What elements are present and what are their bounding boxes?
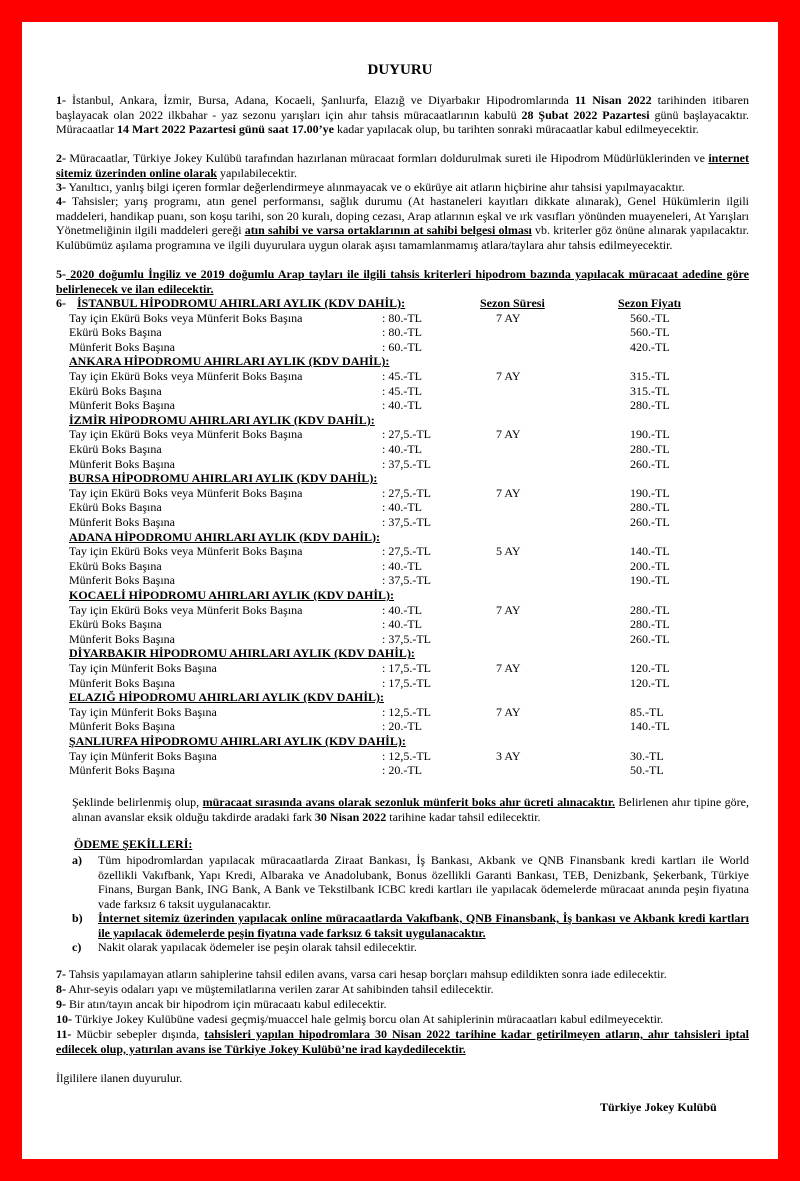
page-title: DUYURU (367, 62, 433, 78)
tariff-season-length: 7 AY (496, 369, 521, 383)
item-number: 7- (56, 967, 66, 981)
item-4 (56, 194, 749, 252)
collection-date: 30 Nisan 2022 (314, 809, 387, 824)
payment-letter-a: a) (72, 853, 82, 867)
tariff-season-price: 280.-TL (630, 398, 670, 413)
item-number: 9- (56, 997, 66, 1011)
tariff-season-price: 30.-TL (630, 748, 664, 763)
tariff-season-price: 140.-TL (630, 544, 670, 559)
tariff-monthly-fee: : 20.-TL (382, 763, 422, 778)
tariff-season-length: 5 AY (496, 544, 521, 559)
text: tarihinden itibaren başlayacak olan 2022 ilkbahar - yaz sezonu yarışları için ahır tahsis müracaatlarının kabulü (56, 93, 749, 122)
tariff-season-price: 280.-TL (630, 500, 670, 515)
tariff-season-price: 85.-TL (630, 704, 664, 719)
tariff-monthly-fee: : 45.-TL (382, 383, 422, 398)
tariff-monthly-fee: : 27,5.-TL (382, 485, 431, 500)
tariff-season-length: 7 AY (496, 485, 521, 500)
item-number: 4- (56, 194, 66, 208)
text: kadar yapılacak olup, bu tarihten sonraki müracaatlar kabul edilmeyecektir. (333, 122, 699, 137)
tariff-season-price: 190.-TL (630, 427, 670, 442)
tariff-row-label: Tay için Ekürü Boks veya Münferit Boks Başına (69, 427, 303, 442)
start-date: 11 Nisan 2022 (574, 93, 652, 107)
advance-note-bold: müracaat sırasında avans olarak sezonluk münferit boks ahır ücreti alınacaktır. (202, 795, 615, 809)
tariff-row-label: Tay için Münferit Boks Başına (69, 704, 217, 719)
item-10 (56, 1012, 749, 1027)
section-heading: BURSA HİPODROMU AHIRLARI AYLIK (KDV DAHİL): (69, 471, 378, 486)
section-heading: DİYARBAKIR HİPODROMU AHIRLARI AYLIK (KDV DAHİL): (69, 646, 415, 661)
item-9 (56, 997, 749, 1012)
tariff-season-length: 7 AY (496, 661, 521, 675)
tariff-row-label: Tay için Ekürü Boks veya Münferit Boks Başına (69, 310, 303, 325)
tariff-row-label: Ekürü Boks Başına (69, 383, 162, 398)
tariff-season-price: 120.-TL (630, 661, 670, 675)
tariff-row-label: Münferit Boks Başına (69, 398, 175, 413)
application-deadline: 14 Mart 2022 Pazartesi günü saat 17.00’ye (116, 122, 334, 137)
tariff-row-label: Münferit Boks Başına (69, 573, 175, 588)
tariff-season-length: 7 AY (496, 310, 521, 325)
owner-certificate-note: atın sahibi ve varsa ortaklarının at sahibi belgesi olması (244, 223, 532, 238)
tariff-monthly-fee: : 37,5.-TL (382, 573, 431, 588)
tariff-row-label: Münferit Boks Başına (69, 719, 175, 734)
item-number: 10- (56, 1012, 72, 1026)
tariff-row-label: Münferit Boks Başına (69, 515, 175, 529)
tariff-season-price: 190.-TL (630, 573, 670, 588)
tariff-season-price: 560.-TL (630, 310, 670, 325)
tariff-row-label: Ekürü Boks Başına (69, 325, 162, 340)
tariff-monthly-fee: : 40.-TL (382, 558, 422, 573)
item-5 (56, 267, 749, 296)
tariff-season-price: 260.-TL (630, 631, 670, 646)
tariff-monthly-fee: : 80.-TL (382, 310, 422, 325)
tariff-row-label: Ekürü Boks Başına (69, 558, 162, 573)
text: vb. kriterler göz önüne alınarak yapılacaktır. Kulübümüz aşılama programına ve ilgili duyurulara uygun olarak aşısı tamamlanmamış atlara/taylara ahır tahsis edilmeyecektir. (56, 223, 749, 252)
item-1 (56, 93, 749, 137)
text: Yanıltıcı, yanlış bilgi içeren formlar değerlendirmeye alınmayacak ve o ekürüye ait atların hiçbirine ahır tahsisi yapılmayacaktır. (66, 180, 685, 194)
text: Tahsis yapılamayan atların sahiplerine tahsil edilen avans, varsa cari hesap borçları mahsup edildikten sonra iade edilecektir. (66, 967, 667, 981)
tariff-monthly-fee: : 20.-TL (382, 719, 422, 734)
section-heading: ELAZIĞ HİPODROMU AHIRLARI AYLIK (KDV DAHİL): (69, 690, 385, 705)
tariff-row-label: Tay için Ekürü Boks veya Münferit Boks Başına (69, 369, 303, 383)
payment-option-b: İnternet sitemiz üzerinden yapılacak online müracaatlarda Vakıfbank, QNB Finansbank, İş bankası ve Akbank kredi kartları ile yapılacak ödemelerde peşin fiyatına vade farksız 6 taksit uygulanacaktır. (98, 911, 749, 940)
tariff-monthly-fee: : 40.-TL (382, 398, 422, 413)
item-number: 2- (56, 151, 66, 165)
cancellation-note: tahsisleri yapılan hipodromlara 30 Nisan 2022 tarihine kadar getirilmeyen atların, ahır tahsisleri iptal edilecek olup, yatırılan avans ise Türkiye Jokey Kulübü’ne irad kaydedilecektir. (56, 1027, 749, 1056)
payment-letter-b: b) (72, 911, 83, 925)
closing-text: İlgililere ilanen duyurulur. (56, 1071, 183, 1085)
season-price-header: Sezon Fiyatı (618, 296, 681, 310)
item-number: 5- (56, 267, 66, 281)
tariff-season-length: 3 AY (496, 748, 521, 763)
tariff-season-length: 7 AY (496, 427, 521, 442)
section-heading: ANKARA HİPODROMU AHIRLARI AYLIK (KDV DAHİL): (69, 354, 390, 369)
tariff-row-label: Tay için Münferit Boks Başına (69, 661, 217, 675)
item-2 (56, 151, 749, 180)
tariff-monthly-fee: : 37,5.-TL (382, 515, 431, 529)
text: günü başlayacaktır. Müracaatlar (56, 107, 749, 137)
tariff-season-price: 190.-TL (630, 485, 670, 500)
foal-criteria-note: 2020 doğumlu İngiliz ve 2019 doğumlu Arap tayları ile ilgili tahsis kriterleri hipodrom bazında yapılacak müracaat adedine göre belirlenecek ve ilan edilecektir. (56, 267, 749, 296)
tariff-monthly-fee: : 45.-TL (382, 369, 422, 383)
tariff-season-price: 280.-TL (630, 617, 670, 632)
tariff-row-label: Tay için Ekürü Boks veya Münferit Boks Başına (69, 602, 303, 617)
tariff-season-price: 560.-TL (630, 325, 670, 340)
tariff-season-price: 280.-TL (630, 442, 670, 456)
tariff-row-label: Münferit Boks Başına (69, 631, 175, 646)
text: Şeklinde belirlenmiş olup, (72, 795, 203, 809)
tariff-season-price: 140.-TL (630, 719, 670, 734)
tariff-season-price: 420.-TL (630, 339, 670, 354)
section-heading: İSTANBUL HİPODROMU AHIRLARI AYLIK (KDV DAHİL): (77, 296, 406, 310)
tariff-monthly-fee: : 40.-TL (382, 602, 422, 617)
item-11 (56, 1027, 749, 1056)
application-start-date: 28 Şubat 2022 Pazartesi (521, 107, 650, 122)
tariff-row-label: Münferit Boks Başına (69, 456, 175, 471)
item-3 (56, 180, 749, 195)
tariff-monthly-fee: : 40.-TL (382, 617, 422, 632)
tariff-monthly-fee: : 27,5.-TL (382, 544, 431, 559)
tariff-season-price: 200.-TL (630, 558, 670, 573)
item-number: 1- (56, 93, 66, 107)
item-number: 3- (56, 180, 66, 194)
tariff-row-label: Tay için Ekürü Boks veya Münferit Boks Başına (69, 544, 303, 559)
tariff-monthly-fee: : 80.-TL (382, 325, 422, 340)
tariff-row-label: Münferit Boks Başına (69, 763, 175, 778)
tariff-monthly-fee: : 37,5.-TL (382, 631, 431, 646)
tariff-row-label: Tay için Ekürü Boks veya Münferit Boks Başına (69, 485, 303, 500)
tariff-season-price: 260.-TL (630, 456, 670, 471)
text: Tahsisler; yarış programı, atın genel performansı, sağlık durumu (At hastaneleri kayıtları dikkate alınarak), Genel Hükümlerin ilgili maddeleri, handikap puanı, son koşu tarihi, son 20 kuralı, doping cezası, Arap atlarının eşkal ve ırk vasıfları yönünden muayeneleri, At Yarışları Yönetmeliğinin ilgili maddeleri gereği (56, 194, 749, 238)
tariff-row-label: Ekürü Boks Başına (69, 500, 162, 515)
item-8 (56, 982, 749, 997)
text: İstanbul, Ankara, İzmir, Bursa, Adana, Kocaeli, Şanlıurfa, Elazığ ve Diyarbakır Hipodromlarında (66, 93, 575, 107)
section-heading: ŞANLIURFA HİPODROMU AHIRLARI AYLIK (KDV DAHİL): (69, 734, 406, 748)
online-application-note: internet sitemiz üzerinden online olarak (56, 151, 749, 180)
tariff-season-price: 50.-TL (630, 763, 664, 778)
tariff-monthly-fee: : 60.-TL (382, 339, 422, 354)
section-heading: KOCAELİ HİPODROMU AHIRLARI AYLIK (KDV DAHİL): (69, 588, 395, 602)
tariff-row-label: Ekürü Boks Başına (69, 617, 162, 632)
tariff-monthly-fee: : 12,5.-TL (382, 748, 431, 763)
item-number: 8- (56, 982, 66, 996)
advance-payment-note (72, 795, 749, 824)
tariff-season-price: 280.-TL (630, 602, 670, 617)
tariff-monthly-fee: : 27,5.-TL (382, 427, 431, 442)
tariff-monthly-fee: : 12,5.-TL (382, 704, 431, 719)
text: Mücbir sebepler dışında, (71, 1027, 205, 1041)
text: yapılabilecektir. (217, 165, 297, 180)
tariff-monthly-fee: : 40.-TL (382, 442, 422, 456)
tariff-season-price: 315.-TL (630, 383, 670, 398)
tariff-row-label: Ekürü Boks Başına (69, 442, 162, 456)
season-length-header: Sezon Süresi (480, 296, 545, 310)
item-number: 6- (56, 296, 66, 310)
tariff-monthly-fee: : 37,5.-TL (382, 456, 431, 471)
tariff-monthly-fee: : 17,5.-TL (382, 661, 431, 675)
tariff-season-price: 260.-TL (630, 515, 670, 529)
payment-option-c: Nakit olarak yapılacak ödemeler ise peşin olarak tahsil edilecektir. (98, 940, 417, 954)
text: Müracaatlar, Türkiye Jokey Kulübü tarafından hazırlanan müracaat formları doldurulmak sureti ile Hipodrom Müdürlüklerinden ve (66, 151, 709, 165)
tariff-monthly-fee: : 17,5.-TL (382, 675, 431, 690)
tariff-season-price: 315.-TL (630, 369, 670, 383)
payment-heading: ÖDEME ŞEKİLLERİ: (74, 837, 193, 851)
item-number: 11- (56, 1027, 72, 1041)
tariff-row-label: Münferit Boks Başına (69, 339, 175, 354)
text: Türkiye Jokey Kulübüne vadesi geçmiş/muaccel hale gelmiş borcu olan At sahiplerinin müracaatları kabul edilmeyecektir. (72, 1012, 664, 1026)
payment-letter-c: c) (72, 940, 82, 954)
tariff-season-length: 7 AY (496, 602, 521, 617)
text: Belirlenen ahır tipine göre, alınan avanslar eksik olduğu takdirde aradaki fark (72, 795, 749, 824)
tariff-season-length: 7 AY (496, 704, 521, 719)
text: Bir atın/tayın ancak bir hipodrom için müracaatı kabul edilecektir. (66, 997, 387, 1011)
text: Ahır-seyis odaları yapı ve müştemilatlarına verilen zarar At sahibinden tahsil edilecektir. (66, 982, 494, 996)
item-7 (56, 967, 749, 982)
text: tarihine kadar tahsil edilecektir. (386, 809, 541, 824)
tariff-row-label: Münferit Boks Başına (69, 675, 175, 690)
tariff-row-label: Tay için Münferit Boks Başına (69, 748, 217, 763)
signature: Türkiye Jokey Kulübü (600, 1100, 717, 1114)
section-heading: İZMİR HİPODROMU AHIRLARI AYLIK (KDV DAHİL): (69, 412, 375, 427)
tariff-season-price: 120.-TL (630, 675, 670, 690)
tariff-monthly-fee: : 40.-TL (382, 500, 422, 515)
announcement-page (22, 22, 778, 1159)
section-heading: ADANA HİPODROMU AHIRLARI AYLIK (KDV DAHİL): (69, 529, 381, 544)
payment-option-a: Tüm hipodromlardan yapılacak müracaatlarda Ziraat Bankası, İş Bankası, Akbank ve QNB Finansbank kredi kartları ile World özellikli Vakıfbank, Yapı Kredi, Albaraka ve Anadolubank, Bonus özellikli Garanti Bankası, TEB, Denizbank, Şekerbank, Türkiye Finans, Burgan Bank, ING Bank, A Bank ve Tekstilbank ICBC kredi kartları ile yapılacak ödemelerde müracaat anında peşin fiyatına vade farksız 6 taksit uygulanacaktır. (98, 853, 749, 911)
